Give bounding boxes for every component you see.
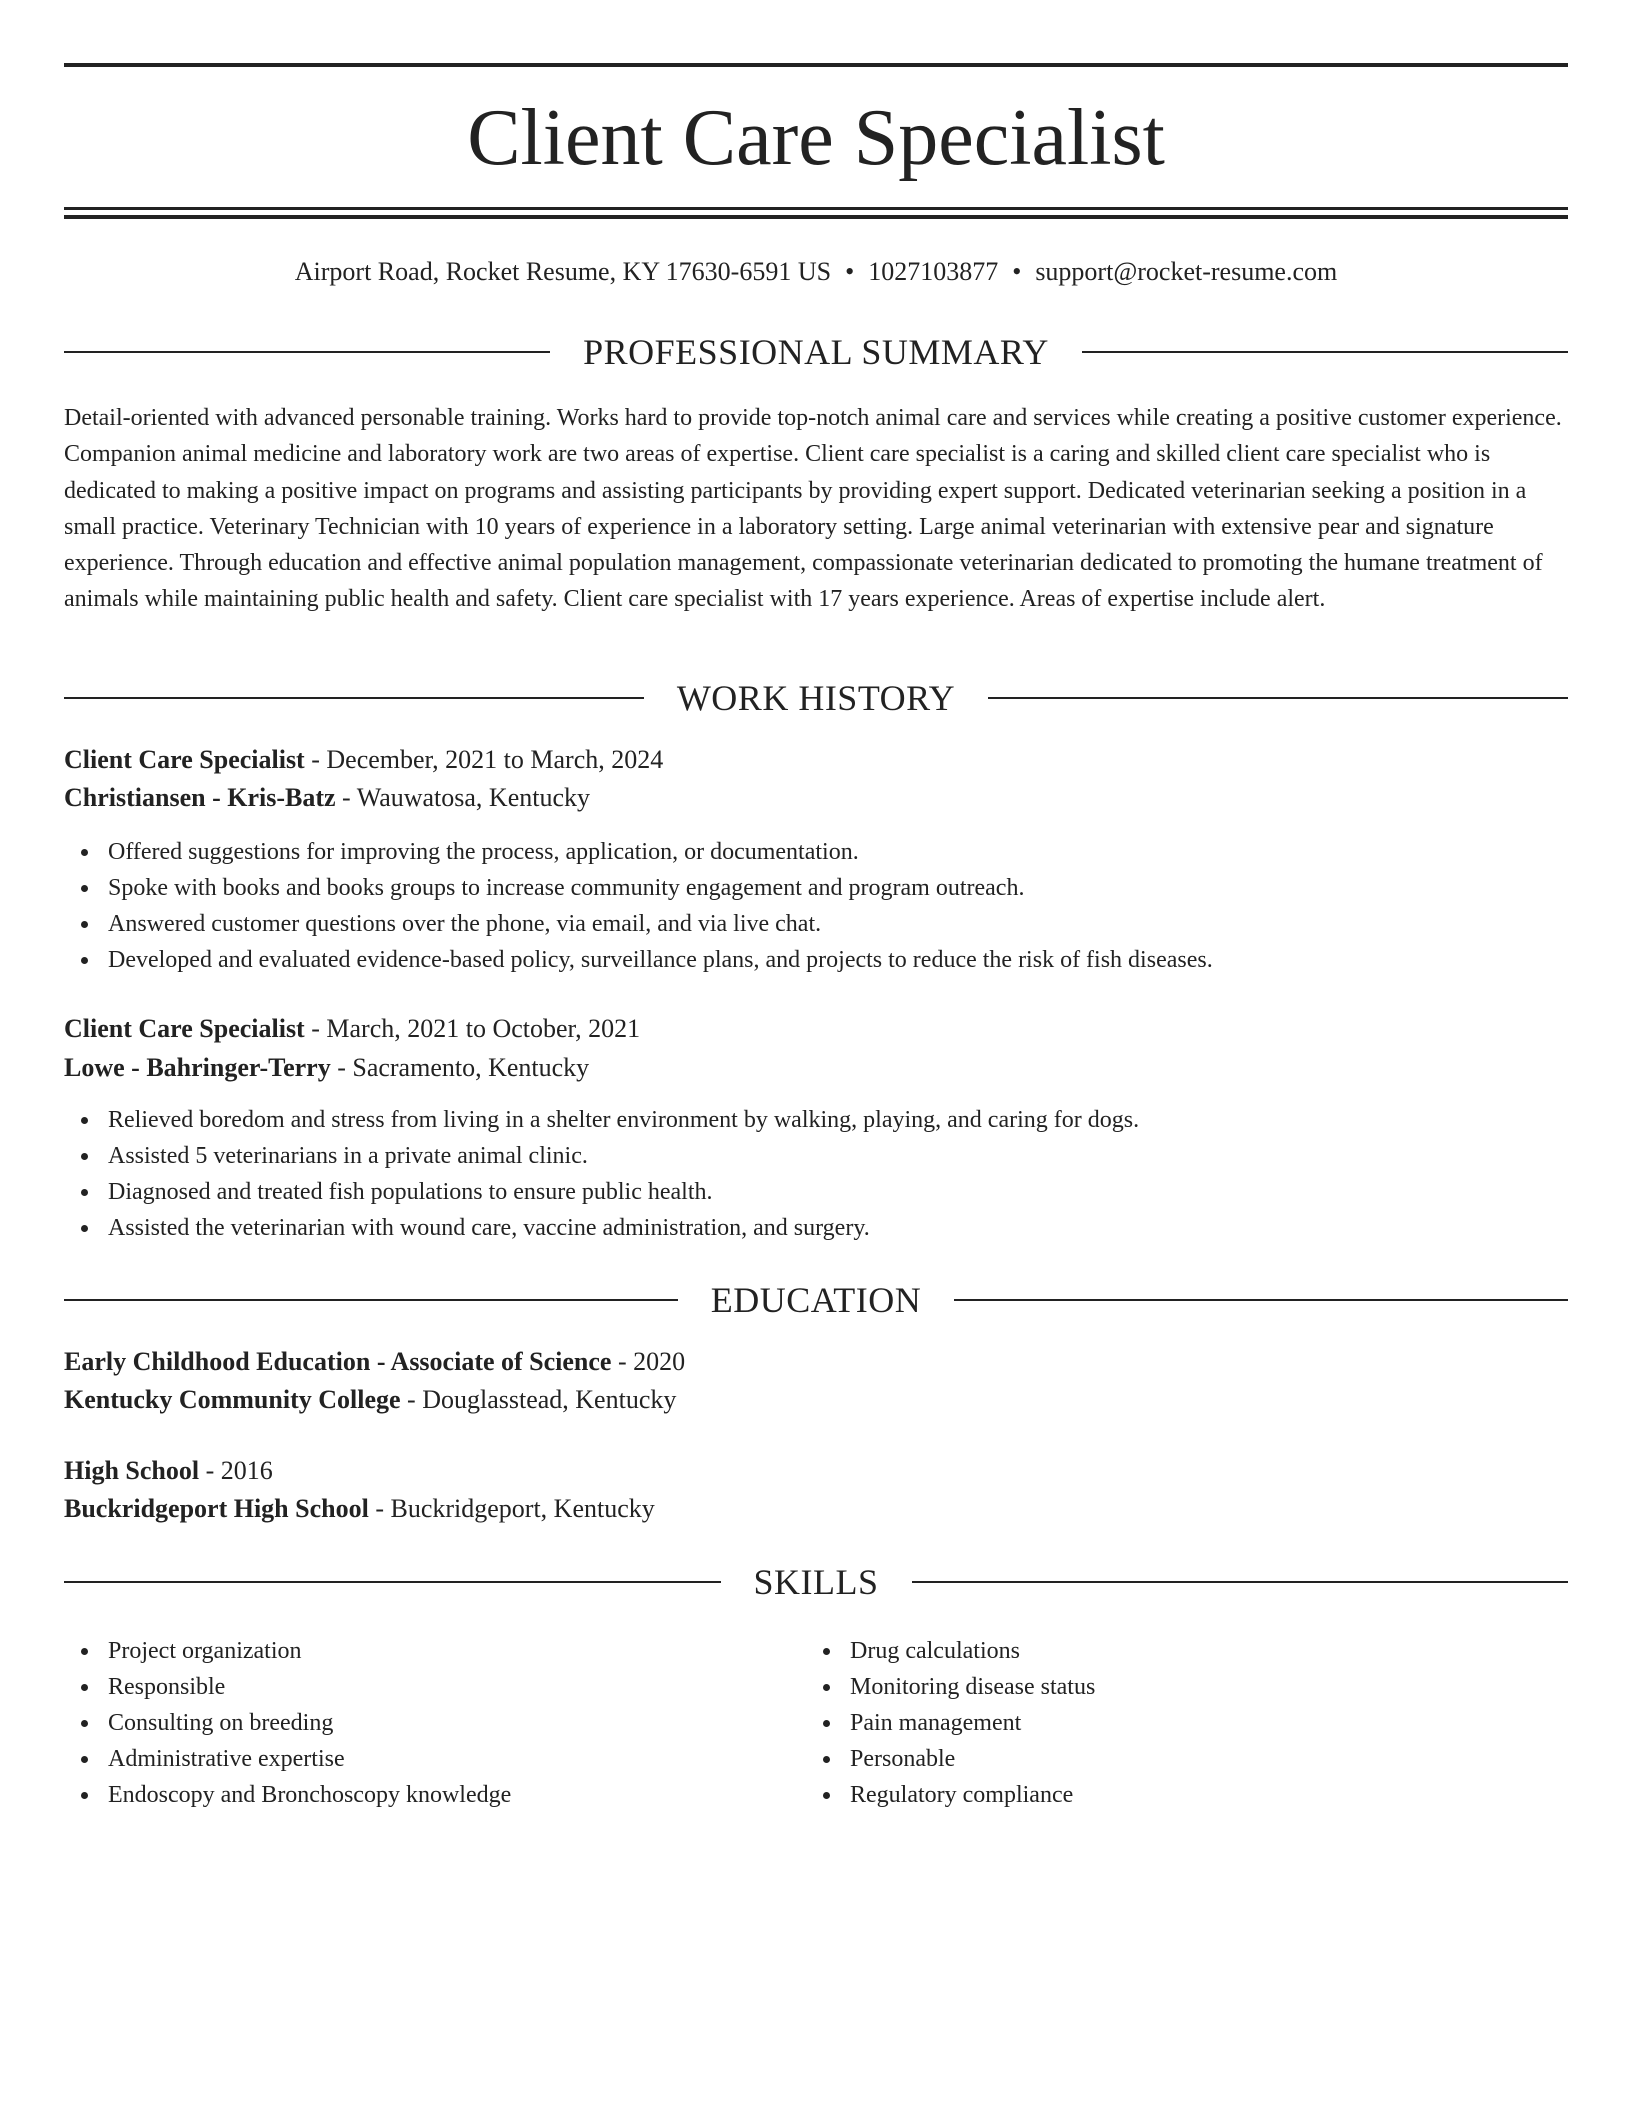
degree-line [64,1453,1568,1489]
summary-section-heading [64,330,1568,374]
list-item: Relieved boredom and stress from living in a shelter environment by walking, playing, and caring for dogs. [64,1102,1568,1138]
section-title: EDUCATION [710,1280,922,1320]
skill-item: Consulting on breeding [64,1705,1568,1741]
list-item: Developed and evaluated evidence-based policy, surveillance plans, and projects to reduce the risk of fish diseases. [64,942,1568,978]
job-duties-list [64,1102,1568,1246]
list-item: Assisted the veterinarian with wound care, vaccine administration, and surgery. [64,1210,1568,1246]
contact-address: Airport Road, Rocket Resume, KY 17630-6591 US [294,257,832,286]
divider-line [1082,351,1568,353]
resume-title: Client Care Specialist [467,94,1165,182]
skill-item: Endoscopy and Bronchoscopy knowledge [64,1777,1568,1813]
school-name: Buckridgeport High School [64,1494,369,1523]
school-line [64,1491,1568,1527]
list-item: Assisted 5 veterinarians in a private animal clinic. [64,1138,1568,1174]
job-employer: Christiansen - Kris-Batz [64,783,336,812]
section-title: WORK HISTORY [676,678,956,718]
header-bottom-rule-second [64,215,1568,219]
school-name: Kentucky Community College [64,1385,401,1414]
list-item: Offered suggestions for improving the process, application, or documentation. [64,834,1568,870]
school-line [64,1382,1568,1418]
list-item: Answered customer questions over the phone, via email, and via live chat. [64,906,1568,942]
job-dates: - March, 2021 to October, 2021 [304,1014,641,1043]
skill-item: Administrative expertise [64,1741,1568,1777]
school-location: - Buckridgeport, Kentucky [368,1494,655,1523]
skill-item: Responsible [64,1669,1568,1705]
section-title: PROFESSIONAL SUMMARY [583,332,1049,372]
skills-section-heading [64,1560,1568,1604]
degree-line [64,1344,1568,1380]
job-title-line [64,1011,1568,1047]
skill-item: Drug calculations [806,1633,1632,1669]
job-title: Client Care Specialist [64,1014,305,1043]
job-title-line [64,742,1568,778]
section-title: SKILLS [753,1562,879,1602]
job-duties-list [64,834,1568,978]
skill-item: Monitoring disease status [806,1669,1632,1705]
contact-separator: • [1012,257,1022,286]
contact-line [64,254,1568,290]
degree-name: Early Childhood Education - Associate of Science [64,1347,612,1376]
degree-year: - 2020 [611,1347,686,1376]
header-bottom-rule [64,207,1568,210]
divider-line [988,697,1568,699]
summary-text: Detail-oriented with advanced personable training. Works hard to provide top-notch animal care and services while creating a positive customer experience. Companion animal medicine and laboratory work are two areas of expertise. Client care specialist is a caring and skilled client care specialist who is dedicated to making a positive impact on programs and assisting participants by providing expert support. Dedicated veterinarian seeking a position in a small practice. Veterinary Technician with 10 years of experience in a laboratory setting. Large animal veterinarian with extensive pear and signature experience. Through education and effective animal population management, compassionate veterinarian dedicated to promoting the humane treatment of animals while maintaining public health and safety. Client care specialist with 17 years experience. Areas of expertise include alert. [64,405,1562,613]
list-item: Diagnosed and treated fish populations to ensure public health. [64,1174,1568,1210]
school-location: - Douglasstead, Kentucky [400,1385,677,1414]
job-location: - Sacramento, Kentucky [330,1053,590,1082]
job-title: Client Care Specialist [64,745,305,774]
skill-item: Pain management [806,1705,1632,1741]
skill-item: Regulatory compliance [806,1777,1632,1813]
skill-item: Project organization [64,1633,1568,1669]
degree-year: - 2016 [199,1456,273,1485]
header-top-rule [64,63,1568,67]
job-dates: - December, 2021 to March, 2024 [304,745,664,774]
contact-email: support@rocket-resume.com [1035,257,1338,286]
work-section-heading [64,676,1568,720]
divider-line [912,1581,1569,1583]
job-employer-line [64,1050,1568,1086]
divider-line [64,351,550,353]
divider-line [64,1299,678,1301]
job-location: - Wauwatosa, Kentucky [335,783,591,812]
job-employer: Lowe - Bahringer-Terry [64,1053,331,1082]
contact-separator: • [845,257,855,286]
education-section-heading [64,1278,1568,1322]
divider-line [954,1299,1568,1301]
contact-phone: 1027103877 [868,257,999,286]
skills-list-right [806,1633,1632,1813]
divider-line [64,1581,721,1583]
skill-item: Personable [806,1741,1632,1777]
degree-name: High School [64,1456,200,1485]
list-item: Spoke with books and books groups to increase community engagement and program outreach. [64,870,1568,906]
divider-line [64,697,644,699]
job-employer-line [64,780,1568,816]
